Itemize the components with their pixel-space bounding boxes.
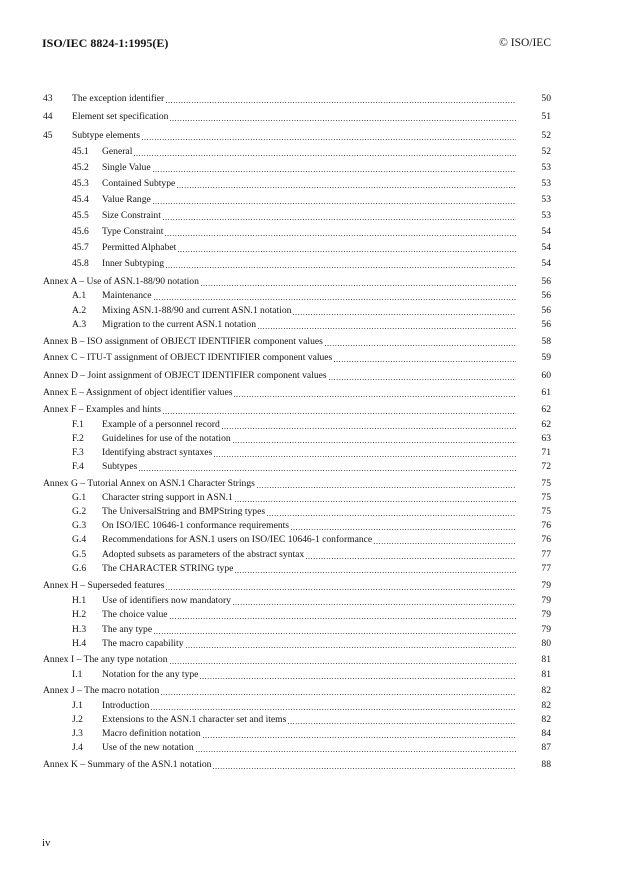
toc-entry-title: Annex D – Joint assignment of OBJECT IDENTIFIER component values [43, 370, 327, 381]
toc-entry-title: Permitted Alphabet [102, 242, 177, 253]
toc-entry-number: G.1 [72, 492, 87, 503]
dot-leader [139, 470, 516, 471]
toc-entry-page: 87 [541, 742, 551, 753]
toc-entry-leader-line [102, 623, 516, 637]
dot-leader [134, 155, 516, 156]
toc-entry-page: 61 [541, 387, 551, 398]
dot-leader [196, 751, 516, 752]
toc-subentry [0, 491, 620, 505]
toc-entry-leader-line [102, 505, 516, 519]
toc-entry-title: Notation for the any type [102, 669, 199, 680]
standard-identifier: ISO/IEC 8824-1:1995(E) [42, 36, 169, 50]
dot-leader [163, 219, 516, 220]
toc-entry [0, 275, 620, 289]
toc-entry-page: 79 [541, 595, 551, 606]
toc-entry-number: 43 [43, 93, 53, 104]
toc-entry-page: 54 [541, 226, 551, 237]
toc-entry-leader-line [102, 145, 516, 159]
dot-leader [163, 413, 516, 414]
toc-subentry [0, 318, 620, 332]
toc-entry-number: 45.2 [72, 162, 89, 173]
toc-entry-leader-line [43, 369, 516, 383]
toc-entry-leader-line [102, 519, 516, 533]
toc-entry-leader-line [102, 608, 516, 622]
toc-entry-title: Adopted subsets as parameters of the abstract syntax [102, 549, 305, 560]
dot-leader [233, 442, 516, 443]
toc-entry-number: F.3 [72, 447, 84, 458]
toc-entry [0, 129, 620, 143]
toc-subentry [0, 727, 620, 741]
toc-entry-title: Size Constraint [102, 210, 161, 221]
toc-entry-page: 81 [541, 654, 551, 665]
toc-subentry [0, 432, 620, 446]
toc-entry-number: F.2 [72, 433, 84, 444]
page-number: iv [42, 837, 51, 849]
toc-entry-number: 45.4 [72, 194, 89, 205]
dot-leader [154, 299, 516, 300]
dot-leader [288, 723, 516, 724]
toc-entry-page: 84 [541, 728, 551, 739]
dot-leader [166, 102, 516, 103]
toc-entry-number: A.1 [72, 290, 87, 301]
toc-entry-page: 79 [541, 624, 551, 635]
toc-entry-number: 45.6 [72, 226, 89, 237]
toc-entry-page: 51 [541, 111, 551, 122]
toc-entry-page: 72 [541, 461, 551, 472]
toc-entry [0, 758, 620, 772]
toc-entry-title: Use of identifiers now mandatory [102, 595, 231, 606]
toc-entry-page: 54 [541, 242, 551, 253]
toc-entry-page: 59 [541, 352, 551, 363]
toc-entry-leader-line [43, 351, 516, 365]
toc-subentry [0, 225, 620, 239]
toc-entry-title: Annex H – Superseded features [43, 580, 165, 591]
toc-entry-page: 56 [541, 276, 551, 287]
toc-entry-leader-line [43, 684, 516, 698]
toc-entry-number: J.1 [72, 700, 83, 711]
toc-entry-leader-line [102, 177, 516, 191]
toc-entry-page: 53 [541, 178, 551, 189]
toc-entry-leader-line [72, 92, 516, 106]
toc-entry-leader-line [102, 460, 516, 474]
dot-leader [291, 529, 516, 530]
toc-entry-page: 56 [541, 290, 551, 301]
toc-entry-title: Annex C – ITU-T assignment of OBJECT IDENTIFIER component values [43, 352, 333, 363]
toc-entry-page: 88 [541, 759, 551, 770]
toc-subentry [0, 177, 620, 191]
toc-subentry [0, 608, 620, 622]
copyright-notice: © ISO/IEC [499, 37, 551, 49]
toc-entry-page: 80 [541, 638, 551, 649]
dot-leader [186, 647, 516, 648]
toc-entry-title: Value Range [102, 194, 151, 205]
toc-entry-page: 63 [541, 433, 551, 444]
toc-entry-number: G.4 [72, 534, 87, 545]
toc-entry-page: 62 [541, 404, 551, 415]
toc-subentry [0, 505, 620, 519]
toc-entry-page: 82 [541, 700, 551, 711]
toc-entry-page: 52 [541, 130, 551, 141]
toc-entry-leader-line [43, 477, 516, 491]
toc-entry-number: H.4 [72, 638, 87, 649]
toc-entry-title: Annex A – Use of ASN.1-88/90 notation [43, 276, 199, 287]
toc-entry-title: Element set specification [72, 111, 169, 122]
toc-entry-page: 54 [541, 258, 551, 269]
toc-subentry [0, 446, 620, 460]
dot-leader [142, 139, 516, 140]
toc-entry-leader-line [102, 241, 516, 255]
toc-entry-leader-line [102, 699, 516, 713]
toc-entry-title: Annex B – ISO assignment of OBJECT IDENTIFIER component values [43, 336, 323, 347]
toc-subentry [0, 161, 620, 175]
toc-entry [0, 653, 620, 667]
toc-entry-leader-line [102, 548, 516, 562]
toc-entry-leader-line [102, 727, 516, 741]
dot-leader [165, 235, 516, 236]
toc-entry-title: Introduction [102, 700, 150, 711]
dot-leader [170, 663, 516, 664]
toc-entry-title: Annex E – Assignment of object identifier values [43, 387, 233, 398]
dot-leader [177, 187, 516, 188]
dot-leader [151, 709, 516, 710]
toc-entry-leader-line [43, 653, 516, 667]
toc-entry-page: 56 [541, 319, 551, 330]
dot-leader [258, 328, 516, 329]
toc-entry-number: J.4 [72, 742, 83, 753]
toc-entry-number: 45.1 [72, 146, 89, 157]
toc-entry-title: Type Constraint [102, 226, 164, 237]
toc-entry-title: Annex J – The macro notation [43, 685, 160, 696]
toc-entry-leader-line [102, 637, 516, 651]
toc-entry [0, 92, 620, 106]
toc-entry-leader-line [102, 562, 516, 576]
toc-entry-title: General [102, 146, 133, 157]
dot-leader [170, 120, 516, 121]
toc-entry-number: 45 [43, 130, 53, 141]
toc-entry-leader-line [102, 225, 516, 239]
dot-leader [161, 694, 516, 695]
toc-subentry [0, 304, 620, 318]
dot-leader [233, 604, 516, 605]
toc-entry-page: 62 [541, 419, 551, 430]
toc-entry-number: A.2 [72, 305, 87, 316]
toc-entry-title: Subtype elements [72, 130, 140, 141]
toc-subentry [0, 713, 620, 727]
toc-entry-page: 82 [541, 714, 551, 725]
toc-entry [0, 403, 620, 417]
dot-leader [200, 678, 516, 679]
toc-entry-number: H.2 [72, 609, 87, 620]
toc-entry-page: 77 [541, 563, 551, 574]
toc-entry-page: 56 [541, 305, 551, 316]
toc-subentry [0, 145, 620, 159]
toc-entry [0, 351, 620, 365]
dot-leader [329, 379, 516, 380]
toc-subentry [0, 548, 620, 562]
toc-entry-leader-line [102, 418, 516, 432]
dot-leader [166, 589, 516, 590]
dot-leader [334, 361, 516, 362]
toc-entry-title: Example of a personnel record [102, 419, 220, 430]
toc-entry-title: On ISO/IEC 10646-1 conformance requirements [102, 520, 290, 531]
toc-entry-number: G.3 [72, 520, 87, 531]
toc-entry [0, 110, 620, 124]
toc-entry-page: 58 [541, 336, 551, 347]
toc-subentry [0, 668, 620, 682]
toc-entry-leader-line [102, 668, 516, 682]
toc-entry-title: Contained Subtype [102, 178, 176, 189]
toc-entry-title: Migration to the current ASN.1 notation [102, 319, 257, 330]
toc-entry-title: Annex K – Summary of the ASN.1 notation [43, 759, 212, 770]
toc-entry-leader-line [102, 289, 516, 303]
dot-leader [267, 515, 516, 516]
toc-entry-title: Recommendations for ASN.1 users on ISO/IEC 10646-1 conformance [102, 534, 373, 545]
toc-subentry [0, 741, 620, 755]
toc-entry-page: 53 [541, 162, 551, 173]
toc-entry-leader-line [102, 446, 516, 460]
dot-leader [153, 203, 516, 204]
toc-entry-page: 53 [541, 194, 551, 205]
toc-entry-number: J.2 [72, 714, 83, 725]
toc-entry-number: 45.7 [72, 242, 89, 253]
toc-subentry [0, 623, 620, 637]
toc-subentry [0, 193, 620, 207]
toc-entry-title: The UniversalString and BMPString types [102, 506, 266, 517]
dot-leader [306, 558, 516, 559]
dot-leader [293, 314, 516, 315]
toc-entry-leader-line [43, 758, 516, 772]
toc-entry-title: Extensions to the ASN.1 character set and items [102, 714, 287, 725]
toc-entry-number: 44 [43, 111, 53, 122]
toc-entry-leader-line [102, 713, 516, 727]
toc-entry-leader-line [43, 386, 516, 400]
toc-subentry [0, 289, 620, 303]
dot-leader [213, 768, 516, 769]
toc-entry-number: H.3 [72, 624, 87, 635]
toc-entry-leader-line [102, 209, 516, 223]
dot-leader [214, 456, 516, 457]
toc-entry-leader-line [72, 110, 516, 124]
toc-entry-leader-line [43, 403, 516, 417]
dot-leader [235, 572, 516, 573]
dot-leader [325, 345, 516, 346]
toc-subentry [0, 257, 620, 271]
toc-subentry [0, 460, 620, 474]
dot-leader [235, 501, 516, 502]
toc-entry-title: Mixing ASN.1-88/90 and current ASN.1 notation [102, 305, 292, 316]
toc-entry-title: Subtypes [102, 461, 138, 472]
toc-subentry [0, 637, 620, 651]
toc-entry-number: A.3 [72, 319, 87, 330]
toc-entry-leader-line [102, 533, 516, 547]
toc-entry-title: The exception identifier [72, 93, 165, 104]
toc-entry-number: G.6 [72, 563, 87, 574]
toc-entry-page: 79 [541, 609, 551, 620]
toc-entry [0, 386, 620, 400]
toc-entry-title: The CHARACTER STRING type [102, 563, 234, 574]
toc-entry-title: Annex G – Tutorial Annex on ASN.1 Character Strings [43, 478, 255, 489]
dot-leader [201, 285, 516, 286]
toc-entry-leader-line [102, 193, 516, 207]
toc-entry-title: Single Value [102, 162, 151, 173]
dot-leader [234, 396, 516, 397]
toc-subentry [0, 209, 620, 223]
toc-entry-leader-line [102, 318, 516, 332]
toc-subentry [0, 418, 620, 432]
toc-entry-page: 75 [541, 478, 551, 489]
toc-entry-leader-line [102, 257, 516, 271]
toc-subentry [0, 519, 620, 533]
dot-leader [374, 543, 516, 544]
toc-entry-number: F.4 [72, 461, 84, 472]
dot-leader [166, 267, 516, 268]
toc-entry-title: Identifying abstract syntaxes [102, 447, 213, 458]
dot-leader [178, 251, 516, 252]
toc-entry [0, 579, 620, 593]
toc-entry-leader-line [102, 304, 516, 318]
toc-entry-number: I.1 [72, 669, 83, 680]
dot-leader [203, 737, 516, 738]
toc-entry-number: F.1 [72, 419, 84, 430]
toc-entry-page: 79 [541, 580, 551, 591]
toc-entry-page: 52 [541, 146, 551, 157]
toc-entry-page: 50 [541, 93, 551, 104]
toc-entry-title: Character string support in ASN.1 [102, 492, 233, 503]
toc-entry-title: Use of the new notation [102, 742, 194, 753]
toc-subentry [0, 594, 620, 608]
toc-entry-leader-line [102, 741, 516, 755]
toc-entry-page: 76 [541, 520, 551, 531]
toc-entry-page: 81 [541, 669, 551, 680]
toc-entry-title: Annex F – Examples and hints [43, 404, 162, 415]
dot-leader [222, 428, 516, 429]
toc-entry-page: 76 [541, 534, 551, 545]
toc-entry-title: Annex I – The any type notation [43, 654, 168, 665]
toc-entry [0, 335, 620, 349]
toc-entry-leader-line [72, 129, 516, 143]
toc-entry [0, 477, 620, 491]
toc-entry [0, 369, 620, 383]
toc-entry-title: The any type [102, 624, 153, 635]
toc-entry-number: 45.8 [72, 258, 89, 269]
toc-entry-title: Inner Subtyping [102, 258, 165, 269]
toc-entry-page: 82 [541, 685, 551, 696]
toc-entry-leader-line [102, 432, 516, 446]
toc-entry-number: G.5 [72, 549, 87, 560]
toc-entry-leader-line [43, 275, 516, 289]
toc-entry-number: 45.3 [72, 178, 89, 189]
toc-entry-leader-line [102, 594, 516, 608]
toc-entry-number: H.1 [72, 595, 87, 606]
toc-entry [0, 684, 620, 698]
toc-entry-page: 71 [541, 447, 551, 458]
toc-entry-title: Macro definition notation [102, 728, 201, 739]
toc-subentry [0, 533, 620, 547]
toc-entry-title: Guidelines for use of the notation [102, 433, 231, 444]
toc-entry-leader-line [102, 161, 516, 175]
toc-subentry [0, 562, 620, 576]
toc-entry-title: The choice value [102, 609, 168, 620]
toc-entry-page: 53 [541, 210, 551, 221]
dot-leader [257, 487, 516, 488]
toc-subentry [0, 699, 620, 713]
toc-entry-number: J.3 [72, 728, 83, 739]
toc-entry-title: The macro capability [102, 638, 184, 649]
toc-subentry [0, 241, 620, 255]
toc-entry-title: Maintenance [102, 290, 152, 301]
dot-leader [153, 171, 516, 172]
dot-leader [170, 618, 516, 619]
toc-entry-page: 75 [541, 506, 551, 517]
toc-entry-leader-line [102, 491, 516, 505]
toc-entry-page: 60 [541, 370, 551, 381]
toc-entry-leader-line [43, 579, 516, 593]
toc-entry-leader-line [43, 335, 516, 349]
toc-entry-page: 77 [541, 549, 551, 560]
toc-entry-page: 75 [541, 492, 551, 503]
dot-leader [154, 633, 516, 634]
toc-entry-number: G.2 [72, 506, 87, 517]
toc-entry-number: 45.5 [72, 210, 89, 221]
